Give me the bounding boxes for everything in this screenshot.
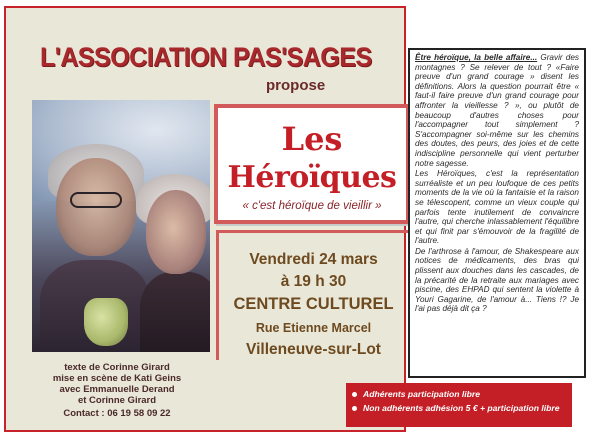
credits-block (32, 362, 202, 419)
bullet-icon (352, 406, 357, 411)
price-non-members-row (352, 401, 566, 415)
credit-cast-2: et Corinne Girard (77, 395, 157, 406)
event-street: Rue Etienne Marcel (255, 321, 372, 335)
description-para3: De l'arthrose à l'amour, de Shakespeare aux notices de médicaments, des bras qui plissent aux douches dans les cascades, de la précarité de la retraite aux mariages avec piscine, des EHPAD qui sentent la violette à Youri Gagarine, de l'amour à... Tiens !? Je l'ai pas déjà dit ça ? (415, 246, 579, 314)
rubber-glove-icon (84, 298, 128, 346)
price-non-members: Non adhérents adhésion 5 € + participation libre (363, 403, 560, 413)
price-members-row (352, 387, 566, 401)
actresses-photo (32, 100, 210, 352)
show-title-box (214, 104, 410, 224)
show-title-line2: Héroïques (227, 160, 397, 195)
show-tagline: « c'est héroïque de vieillir » (242, 200, 382, 212)
photo-figure-right-body (140, 272, 210, 352)
description-para1 (415, 53, 579, 168)
photo-figure-right-face (146, 190, 206, 274)
contact-phone: Contact : 06 19 58 09 22 (63, 408, 171, 419)
credit-cast-1: avec Emmanuelle Derand (59, 384, 175, 395)
credit-director: mise en scène de Kati Geins (52, 373, 182, 384)
description-para1-text: Gravir des montagnes ? Se relever de tout ? «Faire preuve d'un grand courage » disent les définitions. Alors la question pourrait être « faut-il faire preuve d'un grand courage pour affronter la vieillesse ? », ou plutôt de beaucoup d'autres choses pour l'accompagner tout simplement ? S'accompagner soi-même sur les chemins des doutes, des peurs, des joies et de cette indiscipline personnelle qui vient perturber notre sagesse. (415, 53, 579, 168)
organization-title: L'ASSOCIATION PAS'SAGES (40, 42, 372, 72)
event-date: Vendredi 24 mars (249, 251, 378, 268)
price-members: Adhérents participation libre (363, 389, 480, 399)
bullet-icon (352, 392, 357, 397)
pricing-box (346, 383, 572, 427)
event-details (216, 230, 408, 360)
show-title-line1: Les (281, 120, 343, 158)
event-time: à 19 h 30 (280, 273, 347, 290)
event-venue: CENTRE CULTUREL (233, 295, 394, 313)
credit-author: texte de Corinne Girard (64, 362, 170, 373)
glasses-icon (70, 192, 122, 208)
propose-label: propose (266, 77, 326, 94)
description-box (408, 48, 586, 378)
description-lead: Être héroïque, la belle affaire... (415, 53, 538, 62)
description-para2: Les Héroïques, c'est la représentation surréaliste et un peu loufoque de ces petits moments de la vie où la fantaisie et la raison se télescopent, comme un vieux couple qui parfois tente inutilement de convaincre l'autre, qui cherche inlassablement l'équilibre et qui finit par s'émouvoir de la fragilité de l'autre. (415, 169, 579, 246)
event-city: Villeneuve-sur-Lot (246, 341, 381, 358)
